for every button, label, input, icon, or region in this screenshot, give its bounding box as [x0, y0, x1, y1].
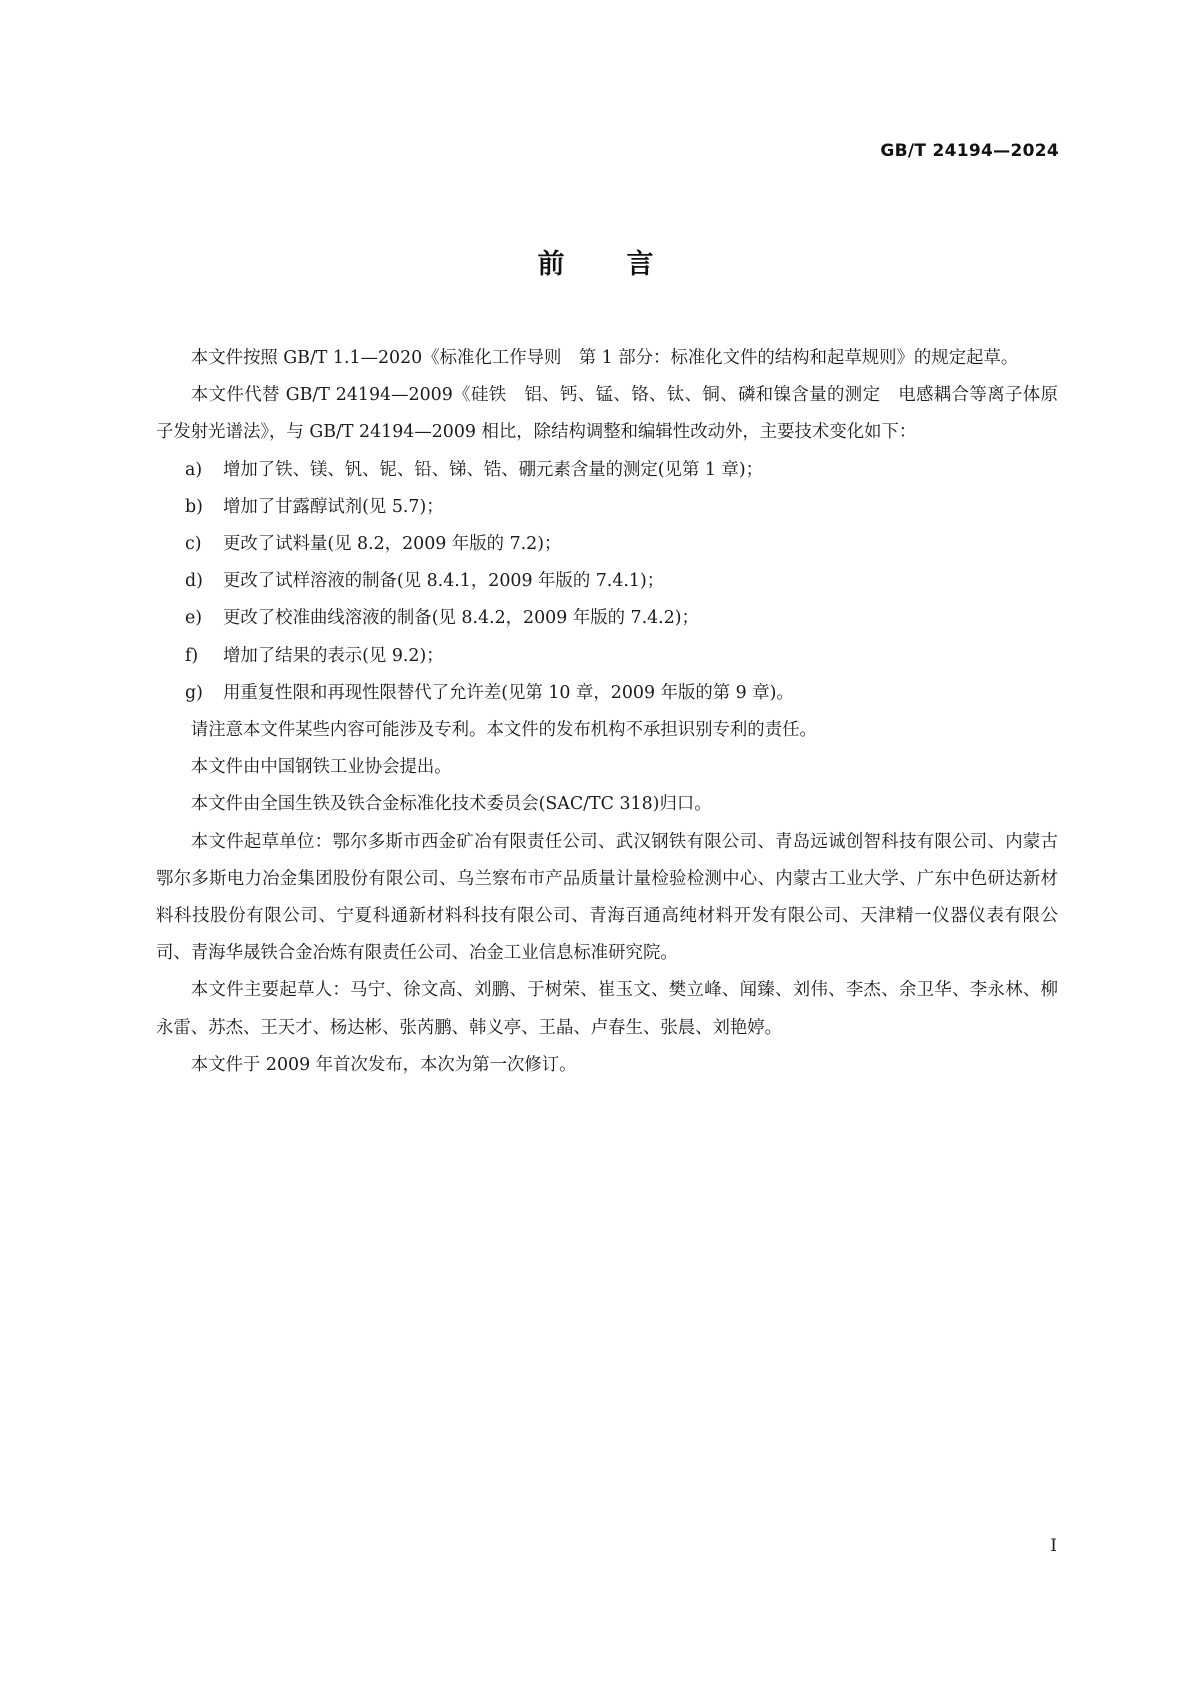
list-item — [156, 600, 1058, 637]
paragraph-history: 本文件于 2009 年首次发布，本次为第一次修订。 — [190, 1054, 577, 1075]
list-item-text: 增加了甘露醇试剂(见 5.7)； — [223, 496, 444, 517]
paragraph-drafting-units: 本文件起草单位：鄂尔多斯市西金矿冶有限责任公司、武汉钢铁有限公司、青岛远诚创智科技有限公司、内蒙古鄂尔多斯电力冶金集团股份有限公司、乌兰察布市产品质量计量检验检测中心、内蒙古工业大学、广东中色研达新材料科技股份有限公司、宁夏科通新材料科技有限公司、青海百通高纯材料开发有限公司、天津精一仪器仪表有限公司、青海华晟铁合金冶炼有限责任公司、冶金工业信息标准研究院。 — [156, 831, 1058, 964]
list-item-text: 增加了结果的表示(见 9.2)； — [223, 645, 444, 666]
list-item-text: 更改了试样溶液的制备(见 8.4.1，2009 年版的 7.4.1)； — [223, 571, 665, 592]
list-item — [156, 563, 1058, 600]
list-item — [156, 638, 1058, 675]
page-number: I — [1050, 1536, 1057, 1556]
list-item — [156, 489, 1058, 526]
list-marker: f) — [185, 645, 199, 666]
list-marker: d) — [185, 571, 203, 592]
document-code: GB/T 24194—2024 — [880, 141, 1059, 161]
list-item-text: 更改了试料量(见 8.2，2009 年版的 7.2)； — [223, 534, 562, 555]
list-marker: e) — [185, 608, 203, 629]
list-marker: b) — [185, 496, 203, 517]
paragraph-proposer: 本文件由中国钢铁工业协会提出。 — [190, 757, 452, 778]
list-marker: c) — [185, 534, 202, 555]
paragraph-replacement: 本文件代替 GB/T 24194—2009《硅铁 铝、钙、锰、铬、钛、铜、磷和镍含量的测定 电感耦合等离子体原子发射光谱法》，与 GB/T 24194—2009 相比，除结构调整和编辑性改动外，主要技术变化如下： — [156, 385, 1058, 443]
paragraph-drafting-rules: 本文件按照 GB/T 1.1—2020《标准化工作导则 第 1 部分：标准化文件的结构和起草规则》的规定起草。 — [190, 348, 1019, 368]
foreword-body — [156, 340, 1058, 1084]
list-item — [156, 675, 1058, 712]
page-title: 前言 — [537, 249, 716, 280]
list-item — [156, 526, 1058, 563]
list-item-text: 增加了铁、镁、钒、铌、铅、锑、锆、硼元素含量的测定(见第 1 章)； — [223, 459, 764, 480]
paragraph-drafters: 本文件主要起草人：马宁、徐文高、刘鹏、于树荣、崔玉文、樊立峰、闻臻、刘伟、李杰、余卫华、李永林、柳永雷、苏杰、王天才、杨达彬、张芮鹏、韩义亭、王晶、卢春生、张晨、刘艳婷。 — [156, 980, 1058, 1038]
paragraph-committee: 本文件由全国生铁及铁合金标准化技术委员会(SAC/TC 318)归口。 — [190, 794, 712, 815]
list-marker: g) — [185, 682, 203, 703]
list-item — [156, 452, 1058, 489]
list-item-text: 用重复性限和再现性限替代了允许差(见第 10 章，2009 年版的第 9 章)。 — [223, 682, 794, 703]
paragraph-patent-notice: 请注意本文件某些内容可能涉及专利。本文件的发布机构不承担识别专利的责任。 — [190, 720, 817, 741]
list-item-text: 更改了校准曲线溶液的制备(见 8.4.2，2009 年版的 7.4.2)； — [223, 608, 699, 629]
list-marker: a) — [185, 459, 203, 480]
